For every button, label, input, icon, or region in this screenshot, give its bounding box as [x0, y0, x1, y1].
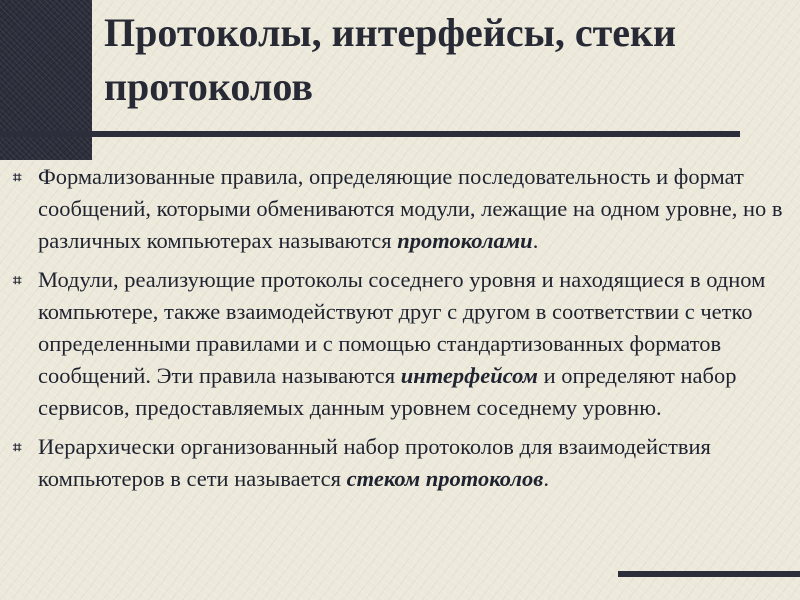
bullet-term: стеком протоколов: [346, 466, 544, 491]
bullet-item-interface: [0, 264, 800, 424]
hash-bullet-icon: ⌗: [13, 271, 22, 289]
hash-bullet-icon: ⌗: [13, 438, 22, 456]
slide-title: Протоколы, интерфейсы, стеки протоколов: [104, 10, 677, 109]
bullet-list: [0, 161, 800, 502]
bullet-item-protocols: [0, 161, 800, 257]
bullet-text: Модули, реализующие протоколы соседнего уровня и находящиеся в одном компьютере, также взаимодействуют друг с другом в соответствии с четко определенными правилами и с помощью стандартизованных форматов сообщений. Эти правила называются: [38, 267, 766, 388]
bullet-term: интерфейсом: [400, 363, 538, 388]
hash-bullet-icon: ⌗: [13, 168, 22, 186]
bullet-text-end: и определяют набор сервисов, предоставляемых данным уровнем соседнему уровню.: [38, 363, 737, 420]
bullet-text: Иерархически организованный набор протоколов для взаимодействия компьютеров в сети называется: [38, 434, 711, 491]
bullet-term: протоколами: [397, 228, 533, 253]
bullet-text-end: .: [532, 228, 539, 253]
bullet-text: Формализованные правила, определяющие последовательность и формат сообщений, которыми обмениваются модули, лежащие на одном уровне, но в различных компьютерах называются: [38, 164, 783, 253]
bullet-item-protocol-stack: [0, 431, 800, 495]
bullet-text-end: .: [543, 466, 549, 491]
title-underline-rule: [0, 131, 740, 137]
bottom-right-rule: [618, 571, 800, 577]
